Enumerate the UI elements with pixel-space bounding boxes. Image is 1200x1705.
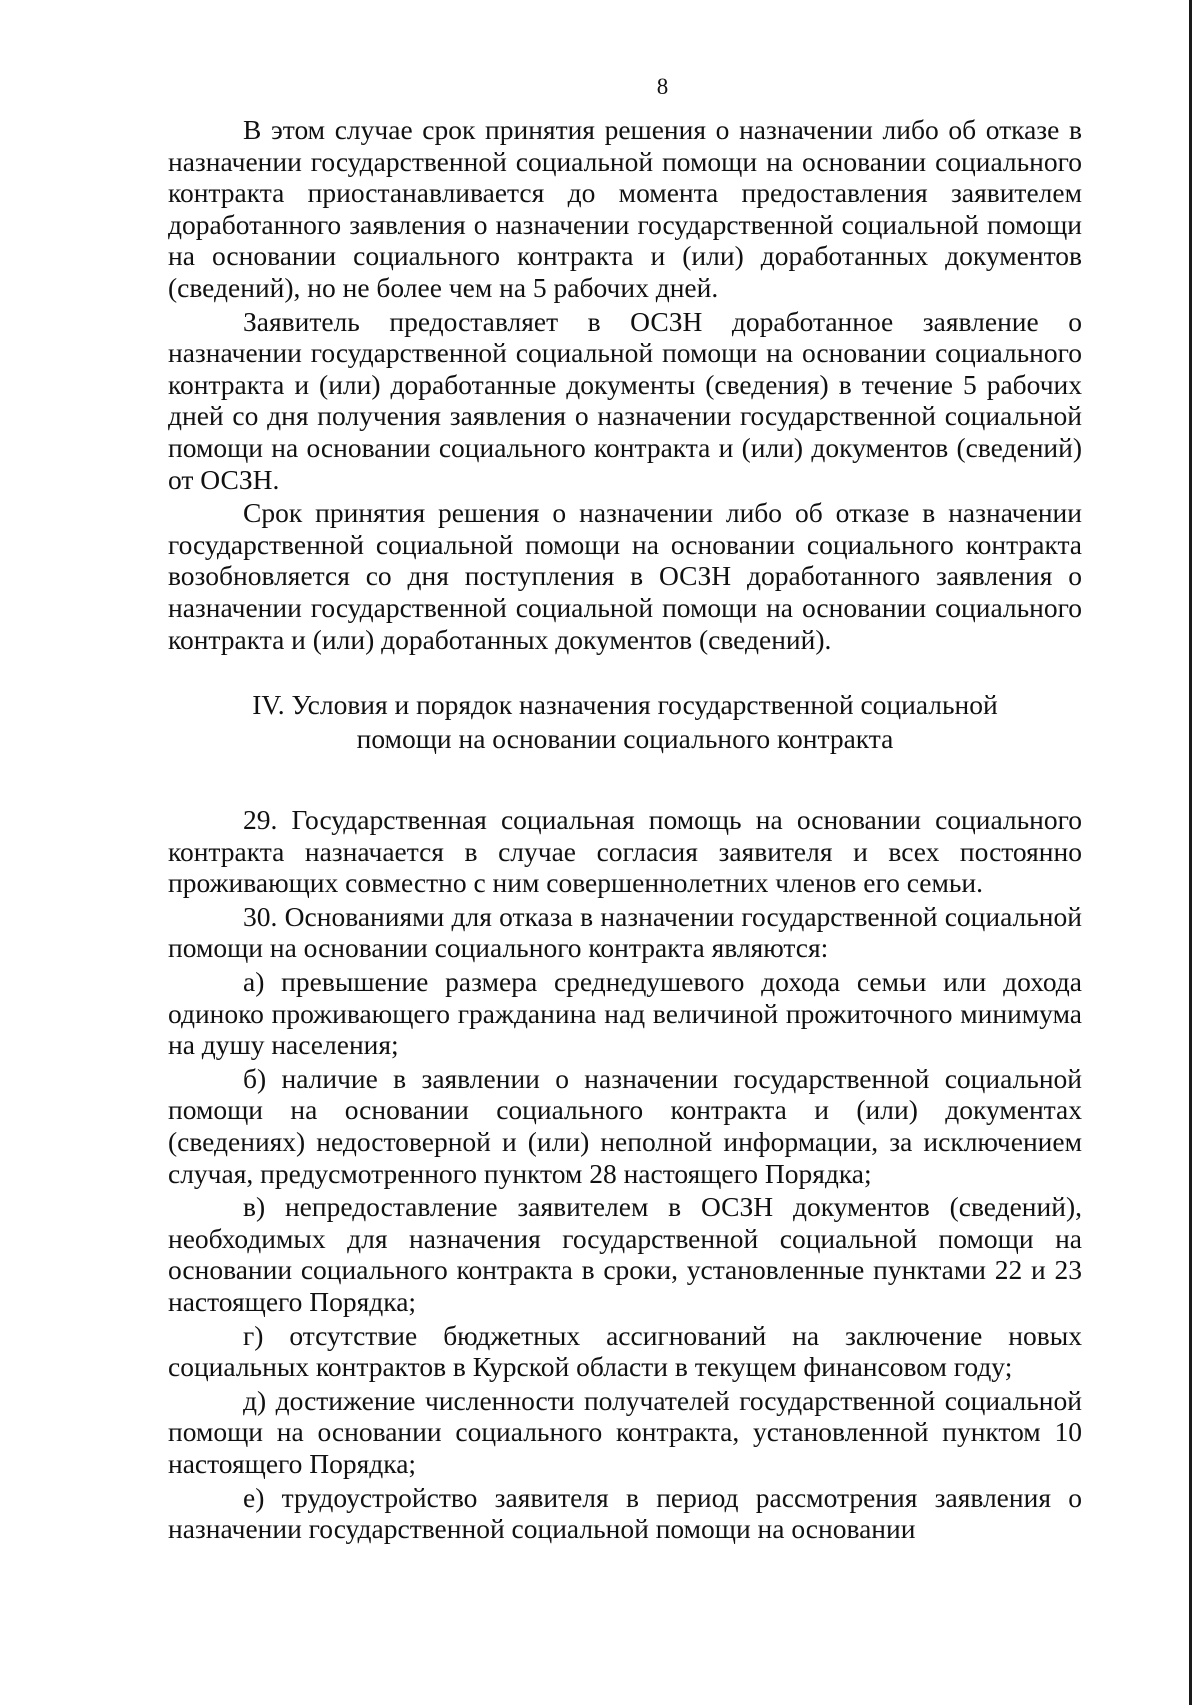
paragraph-suspension-term: В этом случае срок принятия решения о назначении либо об отказе в назначении государственной социальной помощи на основании социального контракта приостанавливается до момента предоставления заявителем доработанного заявления о назначении государственной социальной помощи на основании социального контракта и (или) доработанных документов (сведений), но не более чем на 5 рабочих дней.	[168, 114, 1082, 303]
paragraph-term-resumed: Срок принятия решения о назначении либо об отказе в назначении государственной социальной помощи на основании социального контракта возобновляется со дня поступления в ОСЗН доработанного заявления о назначении государственной социальной помощи на основании социального контракта и (или) доработанных документов (сведений).	[168, 497, 1082, 655]
section-heading-line-2: помощи на основании социального контракта	[356, 723, 894, 755]
scan-edge-line	[1189, 0, 1192, 1705]
section-heading-line-1: IV. Условия и порядок назначения государственной социальной	[252, 689, 998, 721]
list-item-a: а) превышение размера среднедушевого дохода семьи или дохода одиноко проживающего гражданина над величиной прожиточного минимума на душу населения;	[168, 966, 1082, 1061]
list-item-b: б) наличие в заявлении о назначении государственной социальной помощи на основании социального контракта и (или) документах (сведениях) недостоверной и (или) неполной информации, за исключением случая, предусмотренного пунктом 28 настоящего Порядка;	[168, 1062, 1082, 1189]
paragraph-item-30: 30. Основаниями для отказа в назначении государственной социальной помощи на основании социального контракта являются:	[168, 900, 1082, 964]
list-item-g: г) отсутствие бюджетных ассигнований на заключение новых социальных контрактов в Курской области в текущем финансовом году;	[168, 1319, 1082, 1383]
section-heading	[168, 688, 1082, 756]
paragraph-applicant-submits: Заявитель предоставляет в ОСЗН доработанное заявление о назначении государственной социальной помощи на основании социального контракта и (или) доработанные документы (сведения) в течение 5 рабочих дней со дня получения заявления о назначении государственной социальной помощи на основании социального контракта и (или) документов (сведений) от ОСЗН.	[168, 305, 1082, 495]
list-item-e: е) трудоустройство заявителя в период рассмотрения заявления о назначении государственной социальной помощи на основании	[168, 1481, 1082, 1545]
list-item-v: в) непредоставление заявителем в ОСЗН документов (сведений), необходимых для назначения государственной социальной помощи на основании социального контракта в сроки, установленные пунктами 22 и 23 настоящего Порядка;	[168, 1191, 1082, 1317]
document-body	[168, 114, 1082, 1547]
list-item-d: д) достижение численности получателей государственной социальной помощи на основании социального контракта, установленной пунктом 10 настоящего Порядка;	[168, 1384, 1082, 1479]
page-number: 8	[656, 74, 669, 99]
paragraph-item-29: 29. Государственная социальная помощь на основании социального контракта назначается в случае согласия заявителя и всех постоянно проживающих совместно с ним совершеннолетних членов его семьи.	[168, 804, 1082, 899]
